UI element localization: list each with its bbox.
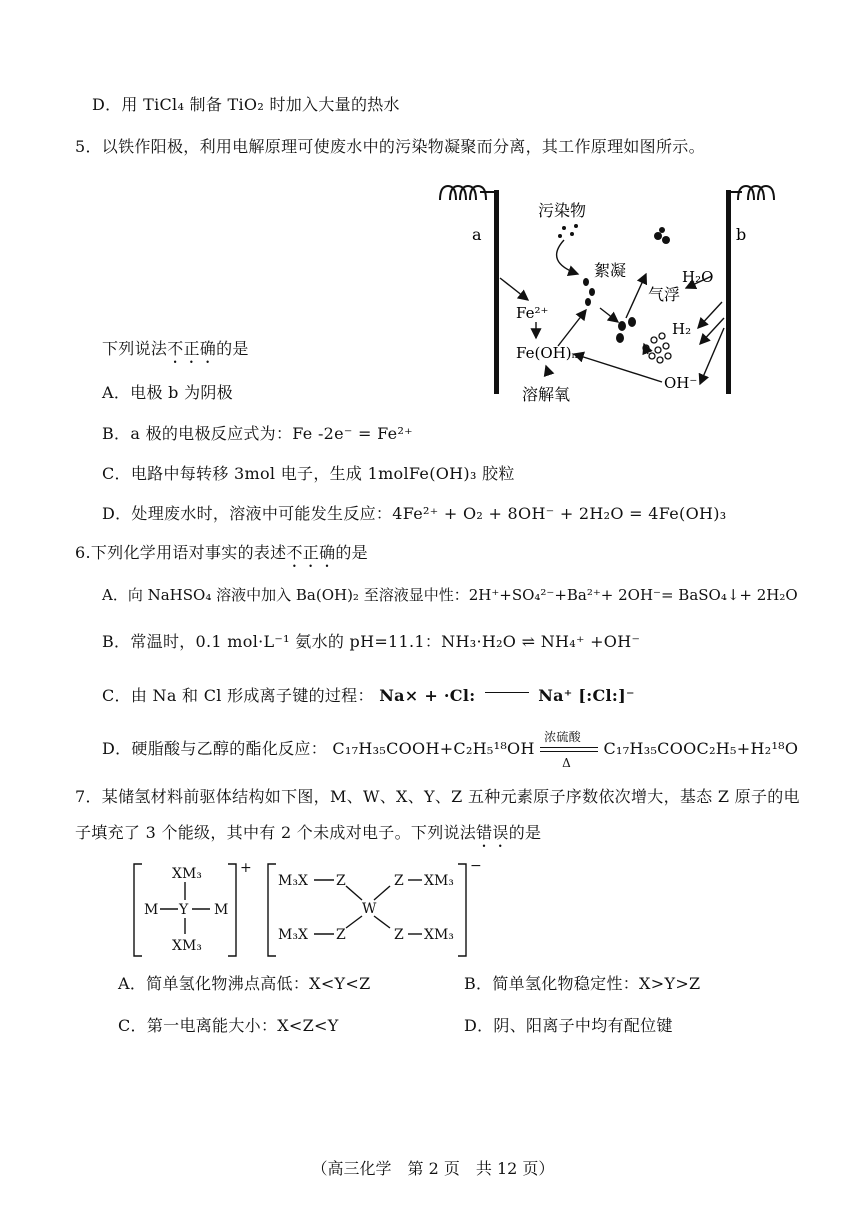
q6-option-a: A．向 NaHSO₄ 溶液中加入 Ba(OH)₂ 至溶液显中性：2H⁺+SO₄²⁻+Ba²⁺+ 2OH⁻= BaSO₄↓+ 2H₂O (102, 586, 798, 604)
cation-left: M (144, 902, 159, 918)
label-oh: OH⁻ (664, 374, 698, 392)
cation-top: XM₃ (172, 866, 202, 882)
reaction-condition: 浓硫酸 Δ (540, 738, 598, 760)
anion-top-right: XM₃ (424, 873, 454, 889)
label-flocculate: 絮凝 (594, 261, 627, 280)
q7-option-d: D．阴、阳离子中均有配位键 (464, 1016, 673, 1035)
label-float: 气浮 (648, 285, 681, 304)
q5-prompt: 下列说法不正确的是 (102, 339, 249, 358)
label-pollutant: 污染物 (538, 201, 587, 220)
cation-center: Y (179, 902, 189, 918)
wire-coil-b (730, 186, 774, 200)
anion-bottom-z: Z (336, 927, 346, 943)
q4-option-d: D．用 TiCl₄ 制备 TiO₂ 时加入大量的热水 (92, 95, 400, 114)
q5-option-a: A．电极 b 为阴极 (102, 383, 233, 402)
q7-option-b: B．简单氢化物稳定性：X>Y>Z (464, 974, 701, 993)
precursor-structure (128, 858, 488, 962)
anion-center: W (362, 901, 377, 917)
q5-stem: 5．以铁作阳极，利用电解原理可使废水中的污染物凝聚而分离，其工作原理如图所示。 (75, 137, 705, 156)
cation-right: M (214, 902, 229, 918)
anion-bottom-right: XM₃ (424, 927, 454, 943)
esterification-lhs: C₁₇H₃₅COOH+C₂H₅¹⁸OH (332, 739, 535, 758)
label-h2: H₂ (672, 320, 692, 338)
anion-charge: − (470, 858, 482, 874)
anion-bottom-right-z: Z (394, 927, 404, 943)
electrolysis-diagram (436, 178, 796, 410)
reaction-arrow (485, 692, 529, 693)
na-cl-rhs: Na⁺ [:Cl:]⁻ (538, 686, 635, 705)
q5-option-b: B．a 极的电极反应式为：Fe -2e⁻ = Fe²⁺ (102, 424, 413, 443)
q7-stem-line1: 7．某储氢材料前驱体结构如下图，M、W、X、Y、Z 五种元素原子序数依次增大，基态 Z 原子的电 (75, 787, 800, 806)
label-h2o: H₂O (682, 268, 714, 286)
q6-option-c: C．由 Na 和 Cl 形成离子键的过程： Na× + ·Cl: Na⁺ [:Cl:]⁻ (102, 686, 635, 705)
electrode-a-label: a (472, 225, 482, 244)
floc-particles (583, 278, 636, 343)
h2-bubbles (643, 333, 671, 363)
na-cl-lhs: Na× + ·Cl: (379, 686, 476, 705)
anion-top-z: Z (336, 873, 346, 889)
anion-top-right-z: Z (394, 873, 404, 889)
q7-stem-line2: 子填充了 3 个能级，其中有 2 个未成对电子。下列说法错误的是 (75, 823, 542, 842)
floating-flocs (654, 227, 670, 244)
q6-stem: 6.下列化学用语对事实的表述不正确的是 (75, 543, 368, 562)
label-fe2: Fe²⁺ (516, 304, 549, 322)
wire-coil-a (440, 186, 496, 200)
q7-option-a: A．简单氢化物沸点高低：X<Y<Z (118, 974, 371, 993)
electrode-a (494, 190, 499, 394)
q6-option-d: D．硬脂酸与乙醇的酯化反应： C₁₇H₃₅COOH+C₂H₅¹⁸OH 浓硫酸 Δ C₁₇H₃₅COOC₂H₅+H₂¹⁸O (102, 730, 799, 770)
cation-bottom: XM₃ (172, 938, 202, 954)
pollutant-dots (558, 224, 578, 238)
esterification-rhs: C₁₇H₃₅COOC₂H₅+H₂¹⁸O (603, 739, 799, 758)
electrode-b (726, 190, 731, 394)
anion-top-left: M₃X (278, 873, 308, 889)
label-feoh: Fe(OH)ₘ (516, 344, 581, 362)
page-footer: （高三化学 第 2 页 共 12 页） (311, 1159, 555, 1178)
q6-option-b: B．常温时，0.1 mol·L⁻¹ 氨水的 pH=11.1：NH₃·H₂O ⇌ NH₄⁺ +OH⁻ (102, 632, 641, 651)
cation-charge: + (240, 860, 252, 876)
q5-option-d: D．处理废水时，溶液中可能发生反应：4Fe²⁺ + O₂ + 8OH⁻ + 2H₂O = 4Fe(OH)₃ (102, 504, 727, 523)
q5-option-c: C．电路中每转移 3mol 电子，生成 1molFe(OH)₃ 胶粒 (102, 464, 515, 483)
electrode-b-label: b (736, 225, 747, 244)
anion-bottom-left: M₃X (278, 927, 308, 943)
q7-option-c: C．第一电离能大小：X<Z<Y (118, 1016, 339, 1035)
label-dissolved-o2: 溶解氧 (522, 385, 571, 404)
